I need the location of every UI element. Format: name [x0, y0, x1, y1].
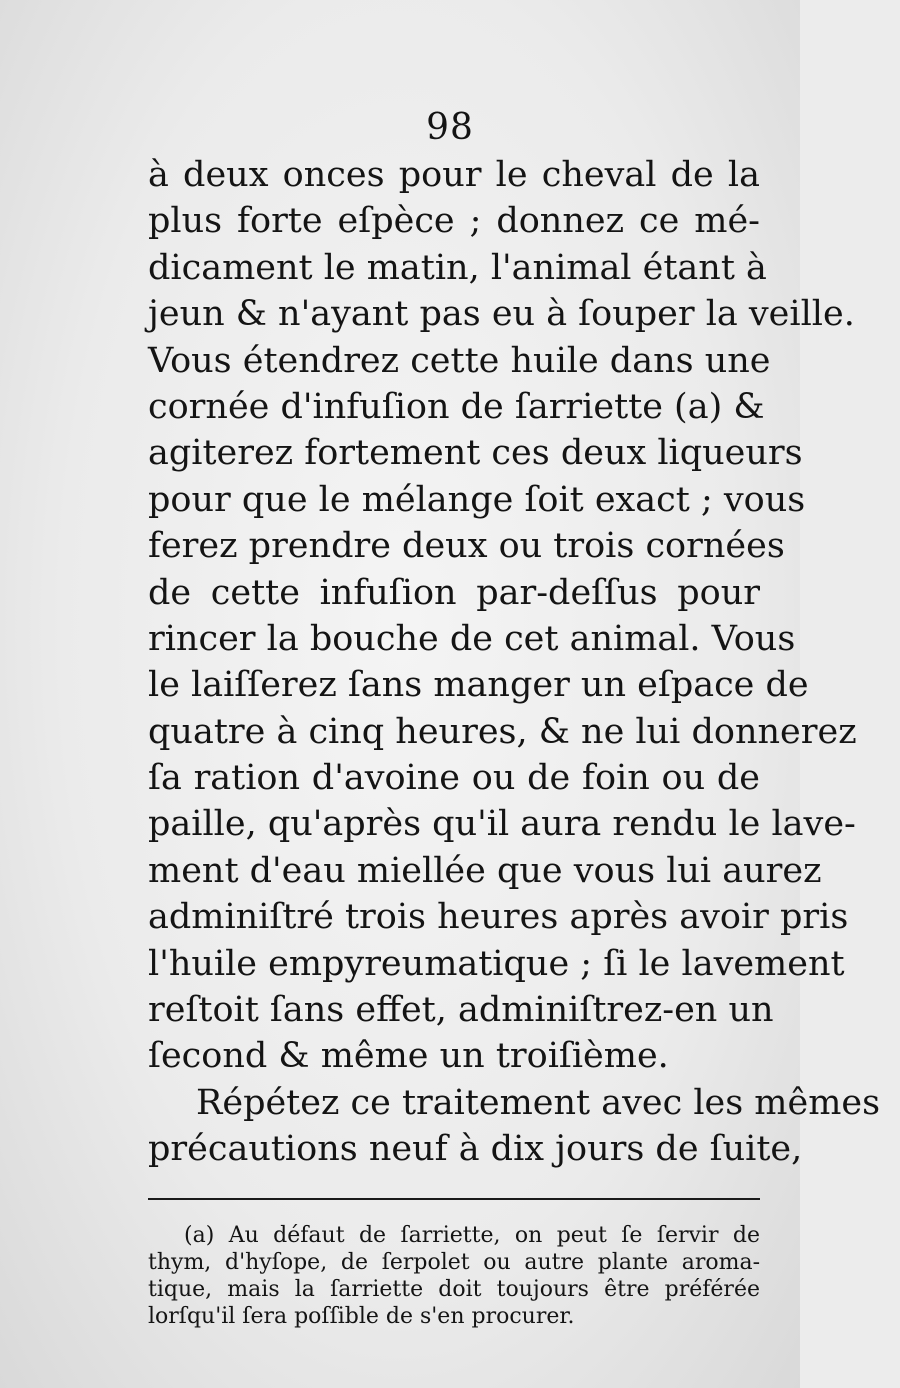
text-line: Répétez ce traitement avec les mêmes	[196, 1082, 881, 1123]
text-line: quatre à cinq heures, & ne lui donnerez	[148, 711, 857, 752]
footnote-line: (a) Au défaut de ſarriette, on peut ſe ſervir de	[184, 1223, 760, 1248]
page-number: 98	[426, 107, 474, 148]
text-line: cornée d'infuſion de ſarriette (a) &	[148, 386, 765, 427]
text-line: ſecond & même un troiſième.	[148, 1036, 669, 1077]
text-line: l'huile empyreumatique ; ſi le lavement	[148, 943, 845, 984]
footnote	[148, 1222, 760, 1330]
text-line: paille, qu'après qu'il aura rendu le lave-	[148, 804, 856, 845]
text-line: rincer la bouche de cet animal. Vous	[148, 618, 796, 659]
text-line: ſa ration d'avoine ou de foin ou de	[148, 758, 760, 799]
footnote-line: lorſqu'il ſera poſſible de s'en procurer.	[148, 1304, 575, 1329]
footnote-line: thym, d'hyſope, de ſerpolet ou autre plante aroma-	[148, 1250, 760, 1275]
text-line: Vous étendrez cette huile dans une	[148, 340, 771, 381]
text-line: adminiſtré trois heures après avoir pris	[148, 897, 849, 938]
footnote-line: tique, mais la ſarriette doit toujours être préférée	[148, 1277, 760, 1302]
text-line: ferez prendre deux ou trois cornées	[148, 526, 785, 567]
text-line: de cette infuſion par-deſſus pour	[148, 572, 760, 613]
text-line: reſtoit ſans effet, adminiſtrez-en un	[148, 990, 774, 1031]
text-line: agiterez fortement ces deux liqueurs	[148, 433, 803, 474]
text-line: précautions neuf à dix jours de ſuite,	[148, 1129, 803, 1170]
footnote-divider	[148, 1198, 760, 1200]
text-line: le laiſſerez ſans manger un eſpace de	[148, 665, 809, 706]
text-line: plus forte eſpèce ; donnez ce mé-	[148, 201, 760, 242]
body-text	[148, 152, 881, 1173]
text-line: dicament le matin, l'animal étant à	[148, 247, 767, 288]
text-line: jeun & n'ayant pas eu à ſouper la veille.	[148, 294, 855, 335]
text-line: pour que le mélange ſoit exact ; vous	[148, 479, 806, 520]
text-line: ment d'eau miellée que vous lui aurez	[148, 850, 822, 891]
text-line: à deux onces pour le cheval de la	[148, 155, 760, 195]
